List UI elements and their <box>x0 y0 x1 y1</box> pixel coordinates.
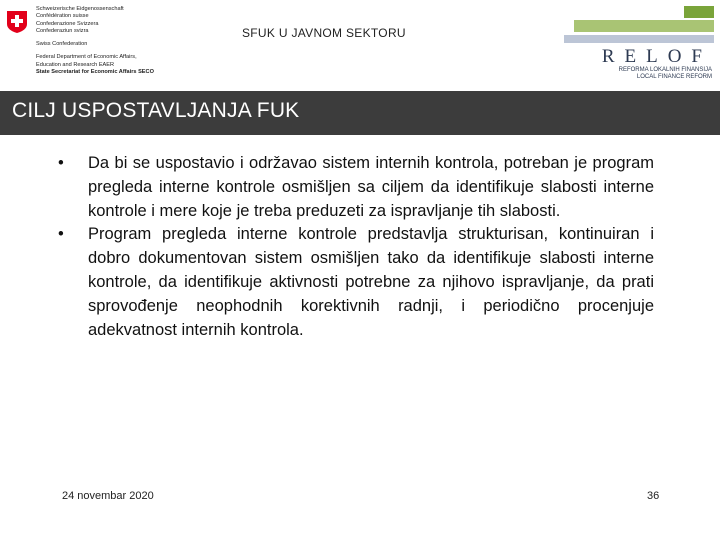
swiss-shield-icon <box>6 10 28 34</box>
page-number: 36 <box>647 490 660 502</box>
bullet-icon: • <box>58 154 64 172</box>
bullet-item <box>58 152 654 223</box>
slide-title: CILJ USPOSTAVLJANJA FUK <box>12 99 300 122</box>
header-title: SFUK U JAVNOM SEKTORU <box>242 26 406 40</box>
swiss-logo-line: Education and Research EAER <box>36 61 115 68</box>
reloff-bar-green-dark <box>684 6 714 18</box>
slide-title-bar <box>0 91 720 135</box>
swiss-logo-line: Schweizerische Eidgenossenschaft <box>36 6 124 12</box>
slide-content <box>58 152 654 342</box>
bullet-icon: • <box>58 225 64 244</box>
reloff-subtitle-1: REFORMA LOKALNIH FINANSIJA <box>618 67 712 73</box>
swiss-logo-line: Federal Department of Economic Affairs, <box>36 54 137 61</box>
swiss-logo-text <box>36 6 154 76</box>
swiss-logo-line: Swiss Confederation <box>36 41 88 48</box>
reloff-logo <box>564 6 714 80</box>
swiss-logo-line: Confederaziun svizra <box>36 27 89 34</box>
reloff-wordmark: RELOF <box>601 46 712 67</box>
swiss-logo-line: Confédération suisse <box>36 13 89 20</box>
swiss-logo-line: State Secretariat for Economic Affairs SECO <box>36 69 154 76</box>
bullet-item <box>58 223 654 342</box>
footer-date: 24 novembar 2020 <box>62 490 154 502</box>
bullet-text: Program pregleda interne kontrole predstavlja strukturisan, kontinuiran i dobro dokumentovan sistem osmišljen tako da identifikuje slabosti interne kontrole, da identifikuje aktivnosti potrebne za njihovo ispravljanje, da prati sprovođenje neophodnih korektivnih radnji, i periodično procenjuje adekvatnost internih kontrola. <box>88 225 654 339</box>
swiss-logo-line: Confederazione Svizzera <box>36 20 99 27</box>
bullet-text: Da bi se uspostavio i održavao sistem internih kontrola, potreban je program pregleda interne kontrole osmišljen sa ciljem da identifikuje slabosti interne kontrole i mere koje je treba preduzeti za ispravljanje tih slabosti. <box>88 154 654 220</box>
reloff-subtitle-2: LOCAL FINANCE REFORM <box>636 74 712 80</box>
reloff-bar-blue <box>564 35 714 43</box>
swiss-confederation-logo <box>6 6 154 84</box>
reloff-bar-green-light <box>574 20 714 32</box>
